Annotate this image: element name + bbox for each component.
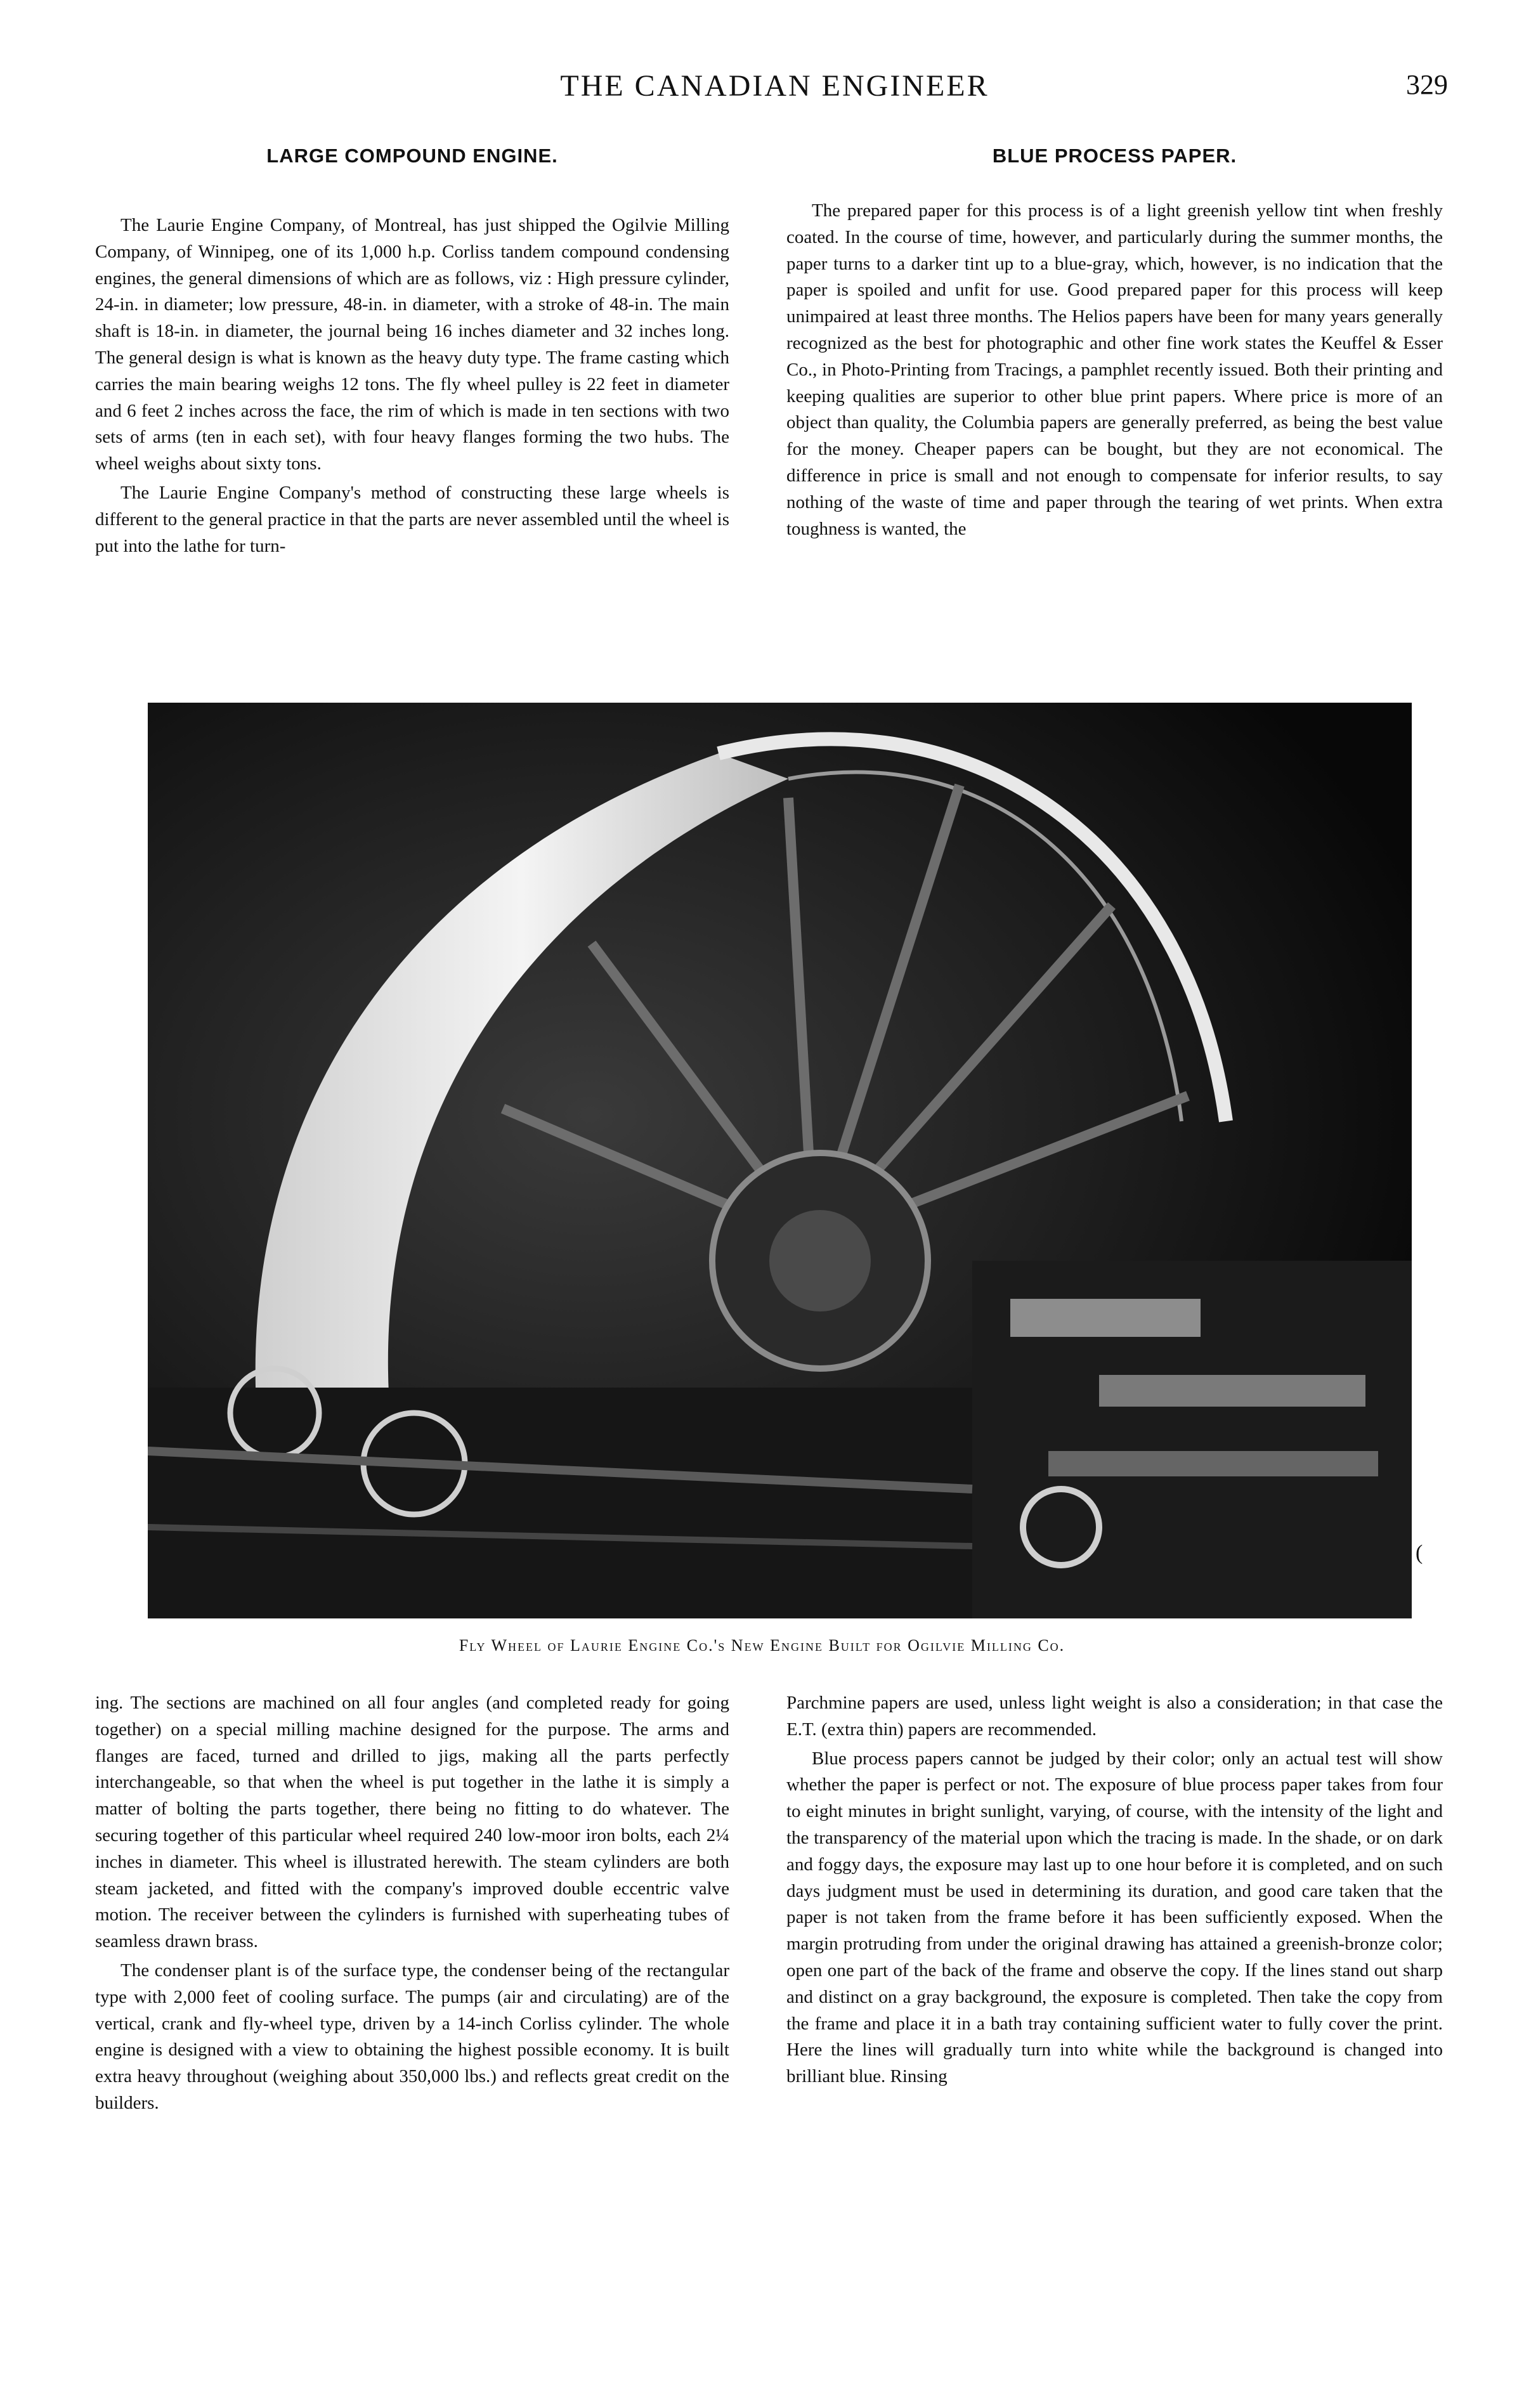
right-article-column [786, 198, 1443, 542]
page-number: 329 [1406, 69, 1448, 100]
journal-title: THE CANADIAN ENGINEER [560, 69, 989, 103]
margin-mark: ( [1416, 1541, 1423, 1565]
right-article-paragraph: The prepared paper for this process is of a light greenish yellow tint when freshly coated. In the course of time, however, and particularly during the summer months, the paper turns to a darker tint up to a blue-gray, which, however, is no indication that the paper is spoiled and unfit for use. Good prepared paper for this process will keep unimpaired at least three months. The Helios papers have been for many years generally recognized as the best for photographic and other fine work states the Keuffel & Esser Co., in Photo-Printing from Tracings, a pamphlet recently issued. Both their printing and keeping qualities are superior to other blue print papers. Where price is more of an object than quality, the Columbia papers are generally preferred, as being the best value for the money. Cheaper papers can be bought, but they are not economical. The difference in price is small and not enough to compensate for inferior results, to say nothing of the waste of time and paper through the tearing of wet prints. When extra toughness is wanted, the [786, 200, 1443, 539]
running-head [101, 68, 1448, 119]
right-continuation-paragraph: Blue process papers cannot be judged by their color; only an actual test will show whether the paper is perfect or not. The exposure of blue process paper takes from four to eight minutes in bright sunlight, varying, of course, with the intensity of the light and the transparency of the material upon which the tracing is made. In the shade, or on dark and foggy days, the exposure may last up to one hour before it is completed, and on such days judgment must be used in determining its duration, and good care taken that the paper is not taken from the frame before it has been sufficiently exposed. When the margin protruding from under the original drawing has attained a greenish-bronze color; open one part of the back of the frame and observe the copy. If the lines stand out sharp and distinct on a gray background, the exposure is completed. Then take the copy from the frame and place it in a bath tray containing sufficient water to fully cover the print. Here the lines will gradually turn into white while the background is changed into brilliant blue. Rinsing [786, 1748, 1443, 2087]
left-article-continuation [95, 1690, 729, 2117]
fly-wheel-illustration [148, 703, 1412, 1618]
fly-wheel-photograph [148, 703, 1412, 1618]
right-article-heading: BLUE PROCESS PAPER. [992, 145, 1237, 167]
left-continuation-paragraph: ing. The sections are machined on all four angles (and completed ready for going together) on a special milling machine designed for the purpose. The arms and flanges are faced, turned and drilled to jigs, making all the parts perfectly interchangeable, so that when the wheel is put together in the lathe it is simply a matter of bolting the parts together, there being no fitting to do whatever. The securing together of this particular wheel required 240 low-moor iron bolts, each 2¼ inches in diameter. This wheel is illustrated herewith. The steam cylinders are both steam jacketed, and fitted with the company's improved double eccentric valve motion. The receiver between the cylinders is furnished with superheating tubes of seamless drawn brass. [95, 1693, 729, 1952]
right-article-continuation [786, 1690, 1443, 2090]
right-continuation-paragraph: Parchmine papers are used, unless light weight is also a consideration; in that case the E.T. (extra thin) papers are recommended. [786, 1693, 1443, 1740]
left-article-paragraph: The Laurie Engine Company, of Montreal, has just shipped the Ogilvie Milling Company, of Winnipeg, one of its 1,000 h.p. Corliss tandem compound condensing engines, the general dimensions of which are as follows, viz : High pressure cylinder, 24-in. in diameter; low pressure, 48-in. in diameter, with a stroke of 48-in. The main shaft is 18-in. in diameter, the journal being 16 inches diameter and 32 inches long. The general design is what is known as the heavy duty type. The frame casting which carries the main bearing weighs 12 tons. The fly wheel pulley is 22 feet in diameter and 6 feet 2 inches across the face, the rim of which is made in ten sections with two sets of arms (ten in each set), with four heavy flanges forming the two hubs. The wheel weighs about sixty tons. [95, 215, 729, 474]
left-article-paragraph: The Laurie Engine Company's method of constructing these large wheels is different to the general practice in that the parts are never assembled until the wheel is put into the lathe for turn- [95, 482, 729, 556]
left-article-heading: LARGE COMPOUND ENGINE. [266, 145, 558, 167]
figure-caption: Fly Wheel of Laurie Engine Co.'s New Engine Built for Ogilvie Milling Co. [459, 1636, 1065, 1655]
left-article-column [95, 212, 729, 559]
left-continuation-paragraph: The condenser plant is of the surface type, the condenser being of the rectangular type with 2,000 feet of cooling surface. The pumps (air and circulating) are of the vertical, crank and fly-wheel type, driven by a 14-inch Corliss cylinder. The whole engine is designed with a view to obtaining the highest possible economy. It is built extra heavy throughout (weighing about 350,000 lbs.) and reflects great credit on the builders. [95, 1960, 729, 2113]
